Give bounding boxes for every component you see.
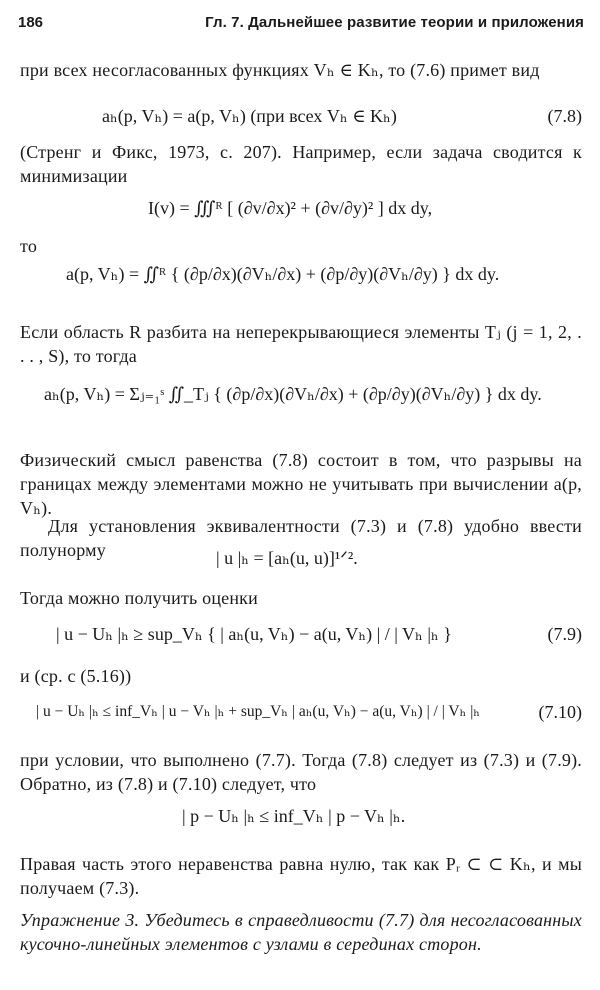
- equation-seminorm: [20, 546, 582, 586]
- equation-final-formula: | p − Uₕ |ₕ ≤ inf_Vₕ | p − Vₕ |ₕ.: [182, 806, 406, 826]
- equation-7-8: [20, 104, 582, 144]
- equation-bilinear: [20, 252, 582, 312]
- page-number: 186: [18, 14, 44, 31]
- paragraph-10: Правая часть этого неравенства равна нулю, так как Pᵣ ⊂ ⊂ Kₕ, и мы получаем (7.3).: [20, 854, 582, 898]
- equation-7-10-formula: | u − Uₕ |ₕ ≤ inf_Vₕ | u − Vₕ |ₕ + sup_Vₕ | aₕ(u, Vₕ) − a(u, Vₕ) | / | Vₕ |ₕ: [36, 703, 481, 720]
- paragraph-2: (Стренг и Фикс, 1973, с. 207). Например, если задача сводится к минимизации: [20, 142, 582, 186]
- equation-functional-formula: I(v) = ∭ᴿ [ (∂v/∂x)² + (∂v/∂y)² ] dx dy,: [148, 198, 433, 218]
- paragraph-4: Если область R разбита на неперекрывающиеся элементы Tⱼ (j = 1, 2, . . . , S), то тогда: [20, 322, 582, 366]
- paragraph-3: то: [20, 236, 38, 256]
- paragraph-9: при условии, что выполнено (7.7). Тогда (7.8) следует из (7.3) и (7.9). Обратно, из (7.8) и (7.10) следует, что: [20, 750, 582, 794]
- equation-sum-formula: aₕ(p, Vₕ) = Σⱼ₌₁ˢ ∬_Tⱼ { (∂p/∂x)(∂Vₕ/∂x) + (∂p/∂y)(∂Vₕ/∂y) } dx dy.: [44, 384, 542, 404]
- paragraph-6: Для установления эквивалентности (7.3) и (7.8) удобно ввести полунорму: [20, 516, 582, 560]
- equation-7-10: [20, 690, 582, 750]
- equation-seminorm-formula: | u |ₕ = [aₕ(u, u)]¹ᐟ².: [216, 548, 358, 568]
- equation-7-9: [20, 612, 582, 672]
- equation-bilinear-formula: a(p, Vₕ) = ∬ᴿ { (∂p/∂x)(∂Vₕ/∂x) + (∂p/∂y)(∂Vₕ/∂y) } dx dy.: [66, 264, 500, 284]
- paragraph-8: и (ср. с (5.16)): [20, 666, 132, 686]
- exercise-3: Упражнение 3. Убедитесь в справедливости (7.7) для несогласованных кусочно-линейных элементов с узлами в серединах сторон.: [20, 910, 582, 954]
- equation-final: [20, 794, 582, 854]
- equation-sum: [20, 372, 582, 432]
- equation-7-9-number: (7.9): [547, 624, 582, 644]
- equation-7-10-number: (7.10): [538, 702, 582, 722]
- running-title: Гл. 7. Дальнейшее развитие теории и приложения: [205, 14, 584, 31]
- paragraph-7: Тогда можно получить оценки: [20, 588, 258, 608]
- running-header: [18, 14, 584, 38]
- equation-7-8-number: (7.8): [547, 106, 582, 126]
- paragraph-1: при всех несогласованных функциях Vₕ ∈ Kₕ, то (7.6) примет вид: [20, 60, 540, 80]
- paragraph-5: Физический смысл равенства (7.8) состоит в том, что разрывы на границах между элементами можно не учитывать при вычислении a(p, Vₕ).: [20, 450, 582, 518]
- equation-7-8-formula: aₕ(p, Vₕ) = a(p, Vₕ) (при всех Vₕ ∈ Kₕ): [102, 106, 397, 126]
- equation-7-9-formula: | u − Uₕ |ₕ ≥ sup_Vₕ { | aₕ(u, Vₕ) − a(u, Vₕ) | / | Vₕ |ₕ }: [56, 624, 452, 644]
